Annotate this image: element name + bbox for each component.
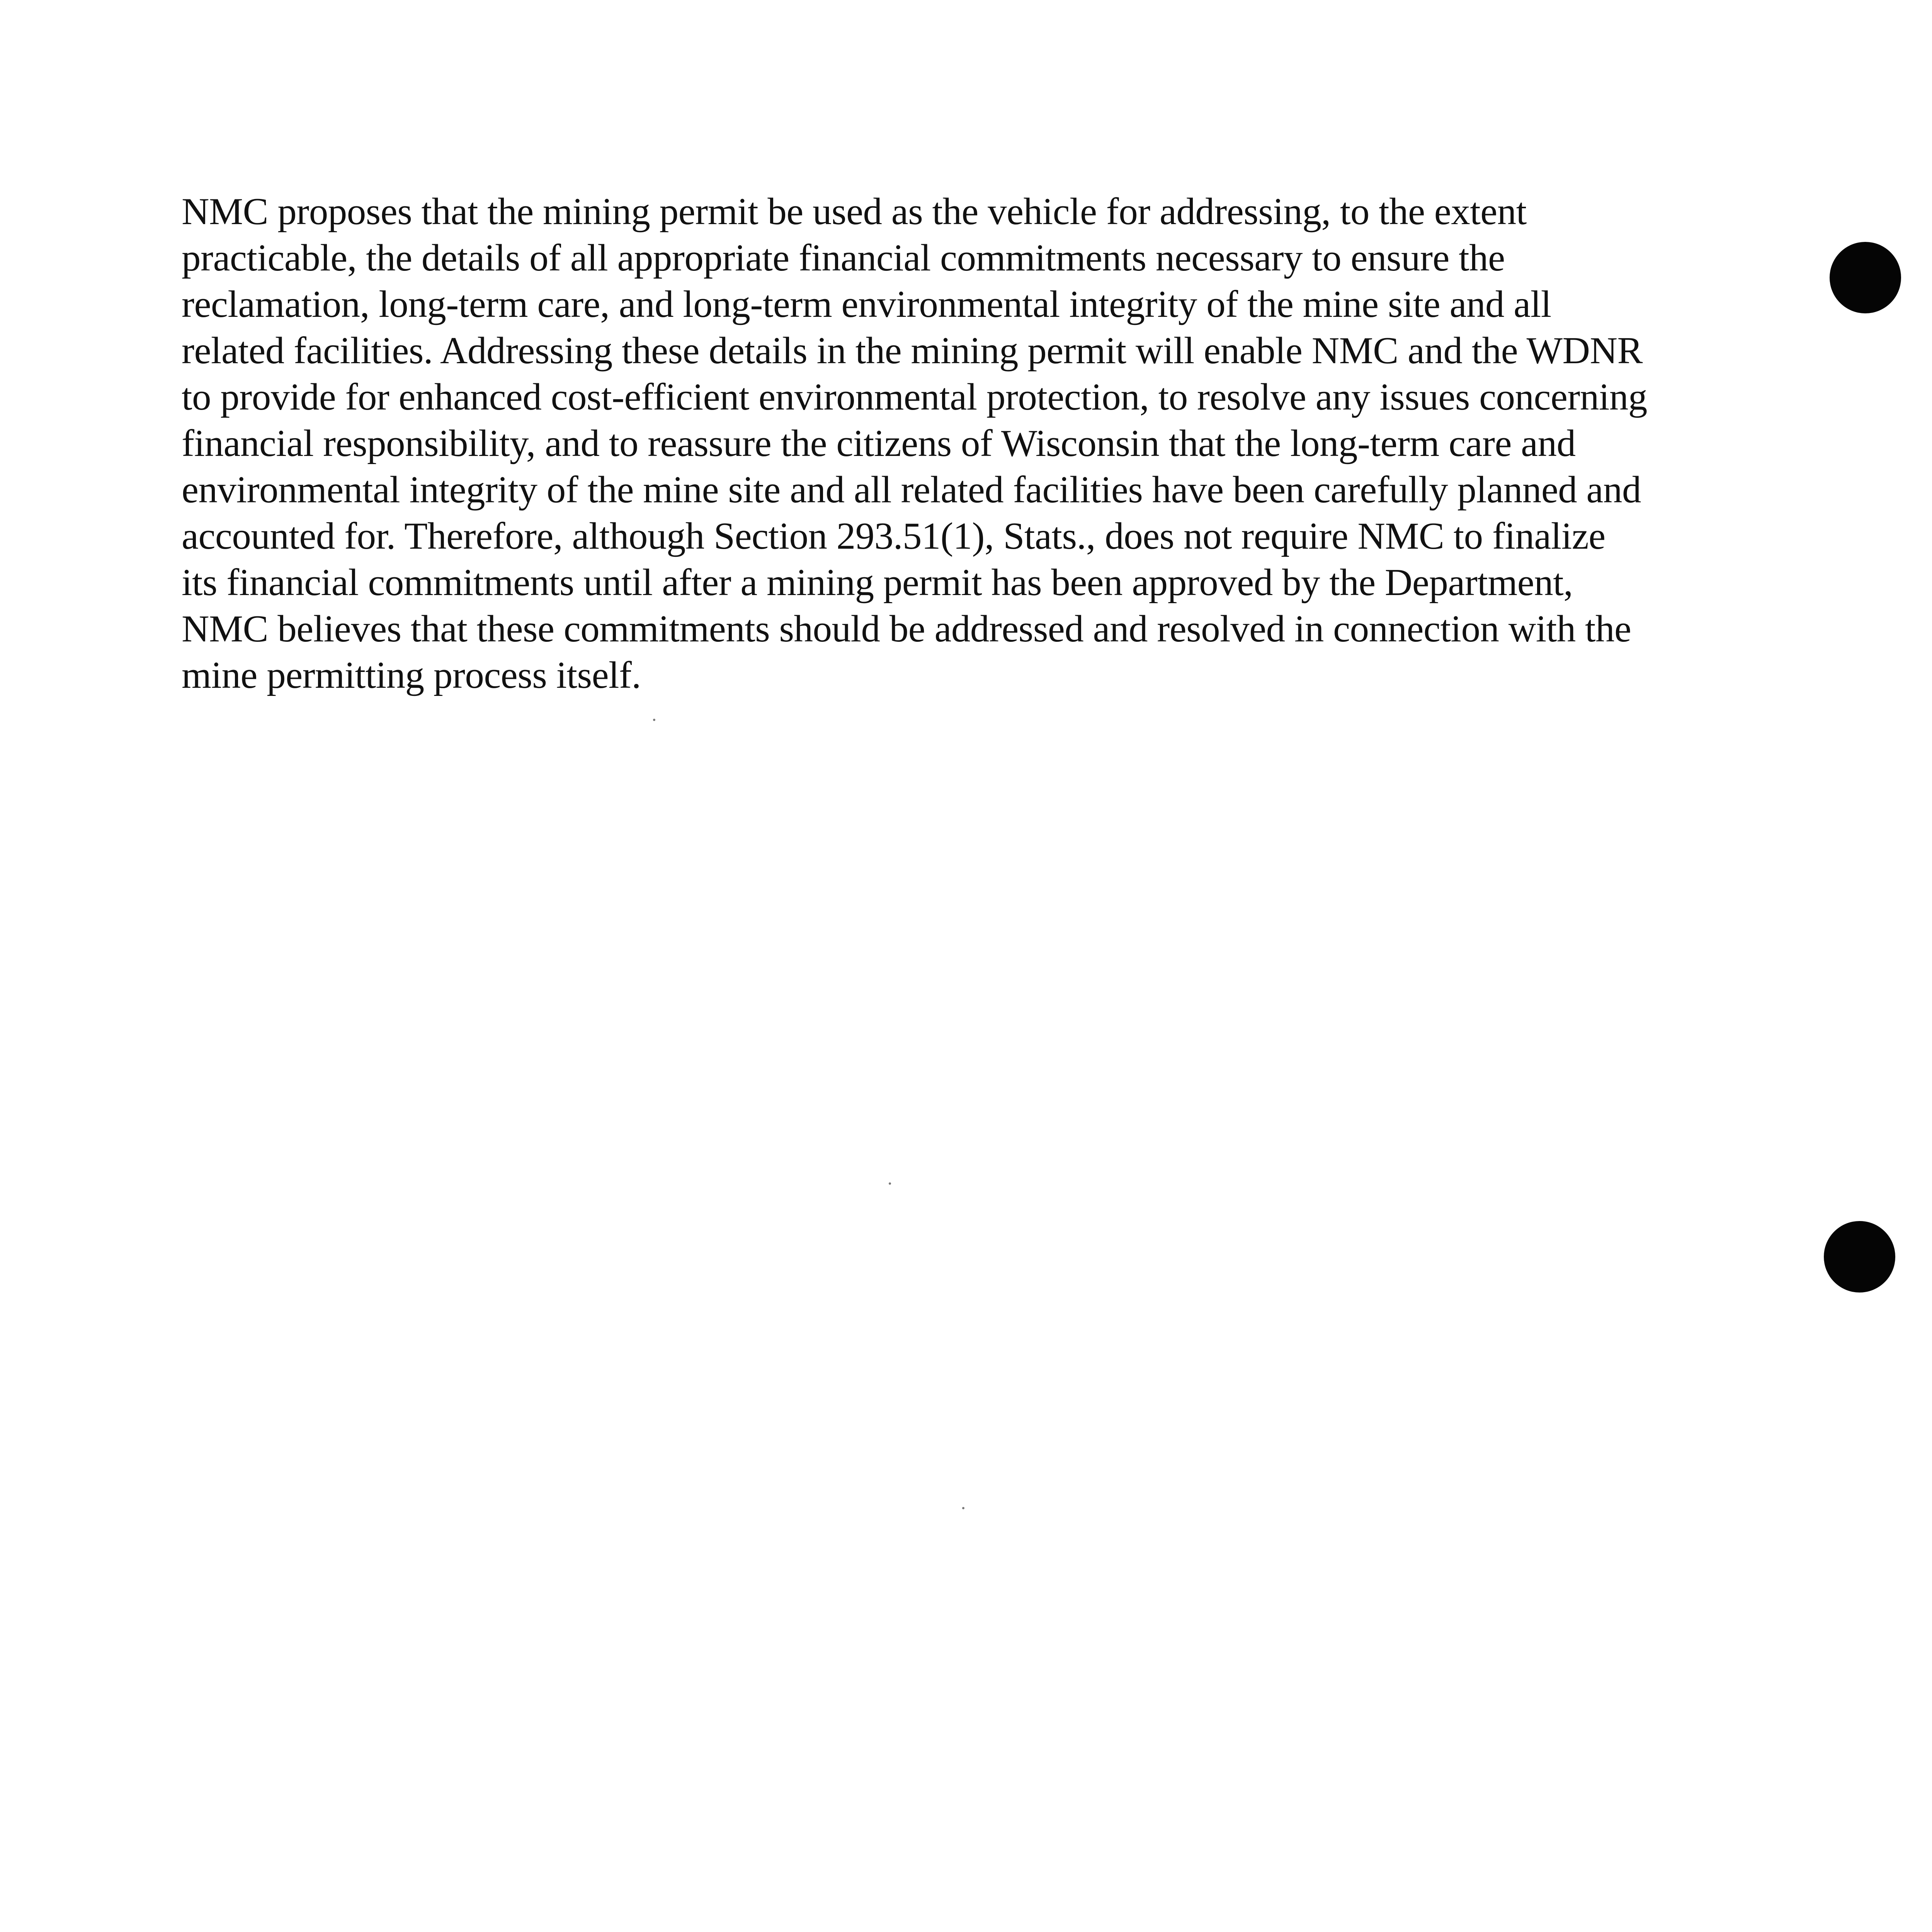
paragraph-line: NMC believes that these commitments should be addressed and resolved in connection with the	[182, 608, 1631, 650]
paragraph-line: mine permitting process itself.	[182, 654, 641, 696]
punch-hole-middle	[1824, 1221, 1895, 1293]
paragraph-line: accounted for. Therefore, although Section 293.51(1), Stats., does not require NMC to finalize	[182, 515, 1605, 557]
paragraph-line: to provide for enhanced cost-efficient environmental protection, to resolve any issues concerning	[182, 376, 1647, 418]
paragraph-line: practicable, the details of all appropriate financial commitments necessary to ensure the	[182, 237, 1505, 279]
paragraph-line: reclamation, long-term care, and long-term environmental integrity of the mine site and all	[182, 283, 1551, 325]
scan-speck	[889, 1182, 891, 1185]
paragraph-line: environmental integrity of the mine site and all related facilities have been carefully planned and	[182, 469, 1641, 511]
paragraph-line: related facilities. Addressing these details in the mining permit will enable NMC and the WDNR	[182, 330, 1643, 372]
paragraph-line: NMC proposes that the mining permit be used as the vehicle for addressing, to the extent	[182, 190, 1527, 233]
body-paragraph	[182, 189, 1708, 699]
scan-speck	[962, 1507, 964, 1509]
scan-speck	[653, 719, 655, 721]
paragraph-line: financial responsibility, and to reassure the citizens of Wisconsin that the long-term care and	[182, 422, 1576, 464]
paragraph-line: its financial commitments until after a mining permit has been approved by the Department,	[182, 561, 1573, 604]
punch-hole-top	[1830, 242, 1901, 313]
